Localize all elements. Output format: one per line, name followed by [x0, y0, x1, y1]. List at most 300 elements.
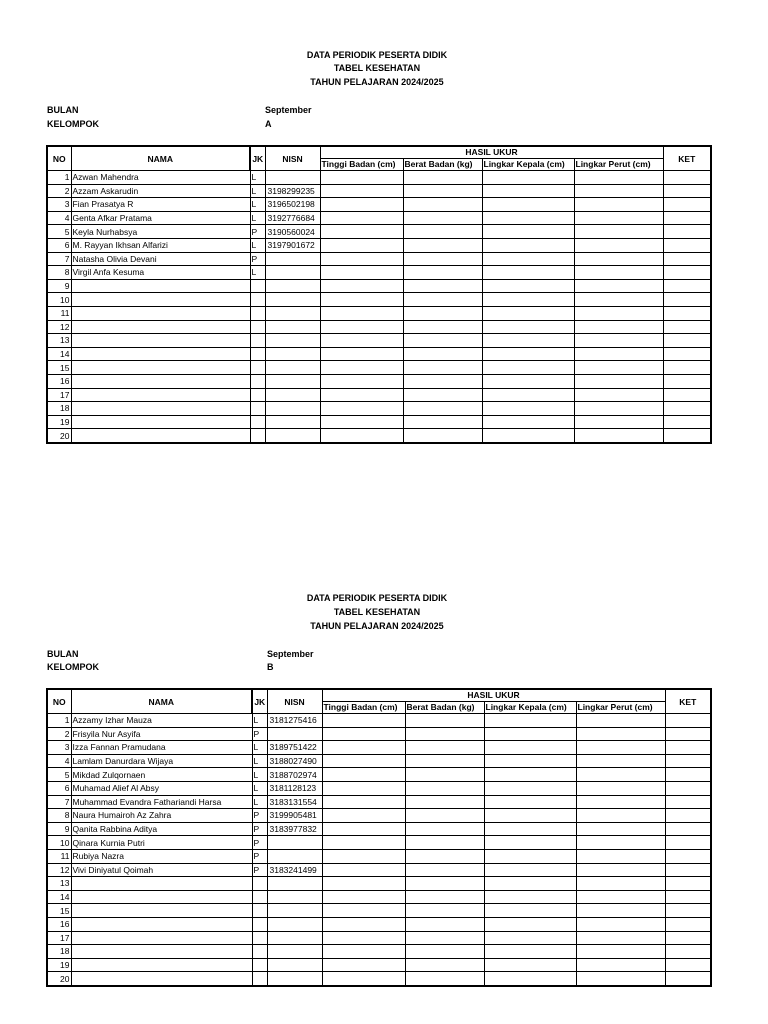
ket-cell	[665, 863, 711, 877]
nisn-cell	[267, 877, 322, 891]
student-name-cell	[71, 347, 250, 361]
ket-cell	[665, 931, 711, 945]
row-number-cell: 15	[47, 904, 71, 918]
tinggi-badan-cell	[322, 917, 405, 931]
row-number-cell: 1	[47, 171, 71, 185]
row-number-cell: 10	[47, 293, 71, 307]
lingkar-kepala-cell	[482, 266, 574, 280]
student-name-cell	[71, 972, 252, 986]
student-name-cell: Genta Afkar Pratama	[71, 211, 250, 225]
lingkar-kepala-cell	[484, 727, 576, 741]
ket-cell	[663, 266, 711, 280]
lingkar-kepala-cell	[482, 198, 574, 212]
gender-cell: L	[250, 171, 265, 185]
berat-badan-cell	[405, 972, 484, 986]
student-name-cell: Lamlam Danurdara Wijaya	[71, 754, 252, 768]
table-row	[47, 768, 711, 782]
nisn-cell	[267, 904, 322, 918]
bulan-label: BULAN	[47, 105, 79, 115]
berat-badan-cell	[405, 890, 484, 904]
tinggi-badan-cell	[320, 171, 403, 185]
student-name-cell: Naura Humairoh Az Zahra	[71, 809, 252, 823]
nisn-cell	[265, 293, 320, 307]
gender-cell: L	[250, 211, 265, 225]
lingkar-kepala-cell	[484, 849, 576, 863]
nisn-cell: 3188027490	[267, 754, 322, 768]
ket-cell	[663, 388, 711, 402]
berat-badan-cell	[403, 388, 482, 402]
nisn-cell: 3192776684	[265, 211, 320, 225]
lingkar-perut-cell	[574, 238, 663, 252]
header-berat-badan: Berat Badan (kg)	[403, 159, 482, 171]
row-number-cell: 11	[47, 849, 71, 863]
lingkar-perut-cell	[574, 374, 663, 388]
gender-cell: L	[250, 238, 265, 252]
nisn-cell	[267, 958, 322, 972]
lingkar-kepala-cell	[482, 306, 574, 320]
bulan-value: September	[267, 649, 314, 659]
student-name-cell: Natasha Olivia Devani	[71, 252, 250, 266]
table-subtitle: TABEL KESEHATAN	[333, 63, 421, 73]
nisn-cell	[265, 402, 320, 416]
gender-cell	[252, 945, 267, 959]
student-name-cell	[71, 320, 250, 334]
lingkar-perut-cell	[574, 429, 663, 443]
nisn-cell: 3183241499	[267, 863, 322, 877]
health-data-table	[46, 145, 712, 444]
row-number-cell: 15	[47, 361, 71, 375]
row-number-cell: 12	[47, 320, 71, 334]
berat-badan-cell	[405, 931, 484, 945]
gender-cell	[252, 972, 267, 986]
gender-cell	[250, 374, 265, 388]
row-number-cell: 13	[47, 877, 71, 891]
lingkar-perut-cell	[574, 211, 663, 225]
berat-badan-cell	[403, 171, 482, 185]
berat-badan-cell	[405, 727, 484, 741]
tinggi-badan-cell	[322, 768, 405, 782]
lingkar-kepala-cell	[482, 184, 574, 198]
lingkar-kepala-cell	[484, 904, 576, 918]
nisn-cell: 3181128123	[267, 781, 322, 795]
gender-cell: L	[252, 741, 267, 755]
ket-cell	[663, 279, 711, 293]
table-row	[47, 877, 711, 891]
berat-badan-cell	[403, 198, 482, 212]
row-number-cell: 17	[47, 931, 71, 945]
ket-cell	[665, 714, 711, 728]
lingkar-kepala-cell	[482, 402, 574, 416]
lingkar-kepala-cell	[484, 958, 576, 972]
ket-cell	[665, 917, 711, 931]
lingkar-perut-cell	[576, 795, 665, 809]
lingkar-perut-cell	[574, 252, 663, 266]
row-number-cell: 16	[47, 917, 71, 931]
table-row	[47, 727, 711, 741]
gender-cell	[250, 429, 265, 443]
table-row	[47, 334, 711, 348]
nisn-cell	[265, 279, 320, 293]
row-number-cell: 19	[47, 958, 71, 972]
header-nisn: NISN	[265, 146, 320, 171]
gender-cell	[252, 904, 267, 918]
table-row	[47, 754, 711, 768]
berat-badan-cell	[403, 429, 482, 443]
gender-cell	[252, 958, 267, 972]
nisn-cell	[267, 917, 322, 931]
student-name-cell	[71, 334, 250, 348]
nisn-cell	[265, 388, 320, 402]
tinggi-badan-cell	[322, 714, 405, 728]
ket-cell	[665, 877, 711, 891]
gender-cell: P	[252, 809, 267, 823]
berat-badan-cell	[403, 334, 482, 348]
row-number-cell: 5	[47, 768, 71, 782]
nisn-cell	[265, 374, 320, 388]
ket-cell	[665, 809, 711, 823]
row-number-cell: 6	[47, 238, 71, 252]
table-row	[47, 809, 711, 823]
bulan-value: September	[265, 105, 312, 115]
gender-cell: P	[250, 252, 265, 266]
table-row	[47, 958, 711, 972]
student-name-cell	[71, 361, 250, 375]
student-name-cell: Vivi Diniyatul Qoimah	[71, 863, 252, 877]
document-title: DATA PERIODIK PESERTA DIDIK	[306, 50, 448, 60]
lingkar-kepala-cell	[484, 714, 576, 728]
student-name-cell: Frisyila Nur Asyifa	[71, 727, 252, 741]
ket-cell	[665, 754, 711, 768]
nisn-cell	[267, 890, 322, 904]
ket-cell	[665, 768, 711, 782]
gender-cell	[252, 917, 267, 931]
table-row	[47, 252, 711, 266]
table-row	[47, 198, 711, 212]
ket-cell	[665, 958, 711, 972]
gender-cell: L	[252, 754, 267, 768]
lingkar-perut-cell	[574, 266, 663, 280]
student-name-cell	[71, 293, 250, 307]
nisn-cell	[267, 931, 322, 945]
berat-badan-cell	[403, 238, 482, 252]
berat-badan-cell	[405, 917, 484, 931]
ket-cell	[663, 402, 711, 416]
nisn-cell	[267, 972, 322, 986]
lingkar-perut-cell	[576, 972, 665, 986]
kelompok-value: B	[267, 662, 274, 672]
table-row	[47, 741, 711, 755]
gender-cell	[250, 347, 265, 361]
row-number-cell: 5	[47, 225, 71, 239]
gender-cell: L	[250, 266, 265, 280]
lingkar-kepala-cell	[482, 238, 574, 252]
student-name-cell: Qinara Kurnia Putri	[71, 836, 252, 850]
nisn-cell: 3198299235	[265, 184, 320, 198]
lingkar-perut-cell	[574, 279, 663, 293]
gender-cell: P	[252, 836, 267, 850]
ket-cell	[663, 429, 711, 443]
nisn-cell: 3196502198	[265, 198, 320, 212]
lingkar-perut-cell	[576, 714, 665, 728]
header-lingkar-perut: Lingkar Perut (cm)	[574, 159, 663, 171]
berat-badan-cell	[405, 904, 484, 918]
lingkar-kepala-cell	[482, 374, 574, 388]
ket-cell	[663, 374, 711, 388]
berat-badan-cell	[403, 211, 482, 225]
tinggi-badan-cell	[320, 429, 403, 443]
lingkar-perut-cell	[574, 293, 663, 307]
lingkar-perut-cell	[576, 822, 665, 836]
lingkar-kepala-cell	[484, 863, 576, 877]
header-tinggi-badan: Tinggi Badan (cm)	[322, 702, 405, 714]
tinggi-badan-cell	[322, 809, 405, 823]
ket-cell	[665, 741, 711, 755]
berat-badan-cell	[403, 374, 482, 388]
berat-badan-cell	[405, 809, 484, 823]
header-nama: NAMA	[71, 146, 250, 171]
ket-cell	[665, 795, 711, 809]
nisn-cell	[267, 727, 322, 741]
lingkar-perut-cell	[574, 402, 663, 416]
table-row	[47, 211, 711, 225]
lingkar-perut-cell	[576, 890, 665, 904]
ket-cell	[665, 836, 711, 850]
table-row	[47, 347, 711, 361]
lingkar-perut-cell	[576, 768, 665, 782]
nisn-cell: 3188702974	[267, 768, 322, 782]
lingkar-kepala-cell	[484, 877, 576, 891]
berat-badan-cell	[405, 958, 484, 972]
berat-badan-cell	[403, 252, 482, 266]
tinggi-badan-cell	[322, 931, 405, 945]
header-jk: JK	[250, 146, 265, 171]
row-number-cell: 3	[47, 741, 71, 755]
berat-badan-cell	[403, 293, 482, 307]
student-name-cell: Izza Fannan Pramudana	[71, 741, 252, 755]
tinggi-badan-cell	[322, 836, 405, 850]
berat-badan-cell	[405, 863, 484, 877]
tinggi-badan-cell	[322, 727, 405, 741]
tinggi-badan-cell	[320, 279, 403, 293]
tinggi-badan-cell	[320, 402, 403, 416]
tinggi-badan-cell	[320, 211, 403, 225]
table-row	[47, 904, 711, 918]
student-name-cell	[71, 904, 252, 918]
row-number-cell: 2	[47, 727, 71, 741]
header-ket: KET	[663, 146, 711, 171]
tinggi-badan-cell	[320, 361, 403, 375]
ket-cell	[665, 849, 711, 863]
header-tinggi-badan: Tinggi Badan (cm)	[320, 159, 403, 171]
student-name-cell: Azwan Mahendra	[71, 171, 250, 185]
row-number-cell: 18	[47, 402, 71, 416]
berat-badan-cell	[405, 836, 484, 850]
lingkar-kepala-cell	[484, 795, 576, 809]
berat-badan-cell	[405, 877, 484, 891]
lingkar-perut-cell	[576, 917, 665, 931]
lingkar-perut-cell	[574, 171, 663, 185]
berat-badan-cell	[403, 347, 482, 361]
tinggi-badan-cell	[322, 741, 405, 755]
lingkar-perut-cell	[576, 958, 665, 972]
nisn-cell: 3189751422	[267, 741, 322, 755]
nisn-cell	[267, 945, 322, 959]
table-row	[47, 890, 711, 904]
tinggi-badan-cell	[320, 306, 403, 320]
header-hasil-ukur: HASIL UKUR	[322, 689, 665, 702]
lingkar-perut-cell	[576, 945, 665, 959]
row-number-cell: 16	[47, 374, 71, 388]
nisn-cell	[267, 849, 322, 863]
student-name-cell	[71, 958, 252, 972]
tinggi-badan-cell	[322, 849, 405, 863]
header-no: NO	[47, 146, 71, 171]
nisn-cell	[265, 415, 320, 429]
ket-cell	[663, 171, 711, 185]
berat-badan-cell	[405, 741, 484, 755]
nisn-cell	[265, 252, 320, 266]
header-jk: JK	[252, 689, 267, 714]
lingkar-perut-cell	[576, 849, 665, 863]
lingkar-kepala-cell	[482, 334, 574, 348]
gender-cell	[250, 306, 265, 320]
student-name-cell	[71, 402, 250, 416]
berat-badan-cell	[403, 320, 482, 334]
lingkar-kepala-cell	[482, 429, 574, 443]
tinggi-badan-cell	[322, 945, 405, 959]
row-number-cell: 8	[47, 266, 71, 280]
lingkar-kepala-cell	[484, 945, 576, 959]
lingkar-perut-cell	[576, 781, 665, 795]
tinggi-badan-cell	[322, 781, 405, 795]
gender-cell: L	[252, 795, 267, 809]
ket-cell	[663, 415, 711, 429]
student-name-cell: Azzamy Izhar Mauza	[71, 714, 252, 728]
ket-cell	[663, 334, 711, 348]
tinggi-badan-cell	[320, 347, 403, 361]
kelompok-label: KELOMPOK	[47, 119, 100, 129]
lingkar-perut-cell	[574, 320, 663, 334]
tinggi-badan-cell	[322, 904, 405, 918]
tinggi-badan-cell	[322, 890, 405, 904]
lingkar-kepala-cell	[482, 211, 574, 225]
berat-badan-cell	[403, 306, 482, 320]
nisn-cell: 3190560024	[265, 225, 320, 239]
ket-cell	[663, 198, 711, 212]
table-row	[47, 822, 711, 836]
table-row	[47, 781, 711, 795]
gender-cell: L	[252, 768, 267, 782]
header-nama: NAMA	[71, 689, 252, 714]
table-body	[47, 714, 711, 986]
nisn-cell: 3183131554	[267, 795, 322, 809]
table-subtitle: TABEL KESEHATAN	[333, 607, 421, 617]
student-name-cell	[71, 374, 250, 388]
lingkar-perut-cell	[576, 863, 665, 877]
lingkar-kepala-cell	[484, 917, 576, 931]
lingkar-kepala-cell	[484, 768, 576, 782]
student-name-cell: Muhammad Evandra Fathariandi Harsa	[71, 795, 252, 809]
tinggi-badan-cell	[320, 238, 403, 252]
gender-cell	[250, 415, 265, 429]
row-number-cell: 18	[47, 945, 71, 959]
academic-year: TAHUN PELAJARAN 2024/2025	[310, 77, 444, 87]
lingkar-kepala-cell	[484, 781, 576, 795]
table-row	[47, 266, 711, 280]
berat-badan-cell	[403, 266, 482, 280]
table-row	[47, 374, 711, 388]
gender-cell: P	[252, 849, 267, 863]
row-number-cell: 7	[47, 252, 71, 266]
table-row	[47, 836, 711, 850]
gender-cell	[252, 877, 267, 891]
tinggi-badan-cell	[320, 334, 403, 348]
gender-cell: P	[252, 727, 267, 741]
header-nisn: NISN	[267, 689, 322, 714]
table-row	[47, 293, 711, 307]
lingkar-kepala-cell	[484, 890, 576, 904]
gender-cell	[252, 890, 267, 904]
lingkar-kepala-cell	[484, 822, 576, 836]
header-hasil-ukur: HASIL UKUR	[320, 146, 663, 159]
ket-cell	[663, 306, 711, 320]
berat-badan-cell	[403, 361, 482, 375]
table-row	[47, 849, 711, 863]
ket-cell	[663, 238, 711, 252]
gender-cell	[252, 931, 267, 945]
row-number-cell: 4	[47, 754, 71, 768]
tinggi-badan-cell	[320, 198, 403, 212]
ket-cell	[663, 320, 711, 334]
tinggi-badan-cell	[320, 415, 403, 429]
row-number-cell: 9	[47, 822, 71, 836]
nisn-cell	[265, 320, 320, 334]
lingkar-perut-cell	[574, 347, 663, 361]
tinggi-badan-cell	[320, 320, 403, 334]
row-number-cell: 14	[47, 347, 71, 361]
ket-cell	[663, 211, 711, 225]
tinggi-badan-cell	[320, 252, 403, 266]
lingkar-kepala-cell	[482, 293, 574, 307]
table-row	[47, 225, 711, 239]
nisn-cell	[265, 429, 320, 443]
gender-cell: L	[250, 198, 265, 212]
lingkar-kepala-cell	[484, 836, 576, 850]
nisn-cell: 3199905481	[267, 809, 322, 823]
row-number-cell: 3	[47, 198, 71, 212]
lingkar-perut-cell	[574, 225, 663, 239]
header-ket: KET	[665, 689, 711, 714]
gender-cell: P	[250, 225, 265, 239]
gender-cell: L	[250, 184, 265, 198]
lingkar-perut-cell	[576, 904, 665, 918]
tinggi-badan-cell	[320, 388, 403, 402]
gender-cell	[250, 279, 265, 293]
lingkar-kepala-cell	[482, 171, 574, 185]
student-name-cell: Virgil Anfa Kesuma	[71, 266, 250, 280]
lingkar-perut-cell	[576, 727, 665, 741]
student-name-cell	[71, 877, 252, 891]
lingkar-perut-cell	[576, 836, 665, 850]
ket-cell	[663, 361, 711, 375]
lingkar-perut-cell	[576, 931, 665, 945]
row-number-cell: 13	[47, 334, 71, 348]
ket-cell	[665, 781, 711, 795]
header-lingkar-kepala: Lingkar Kepala (cm)	[484, 702, 576, 714]
berat-badan-cell	[405, 768, 484, 782]
table-row	[47, 361, 711, 375]
tinggi-badan-cell	[320, 266, 403, 280]
